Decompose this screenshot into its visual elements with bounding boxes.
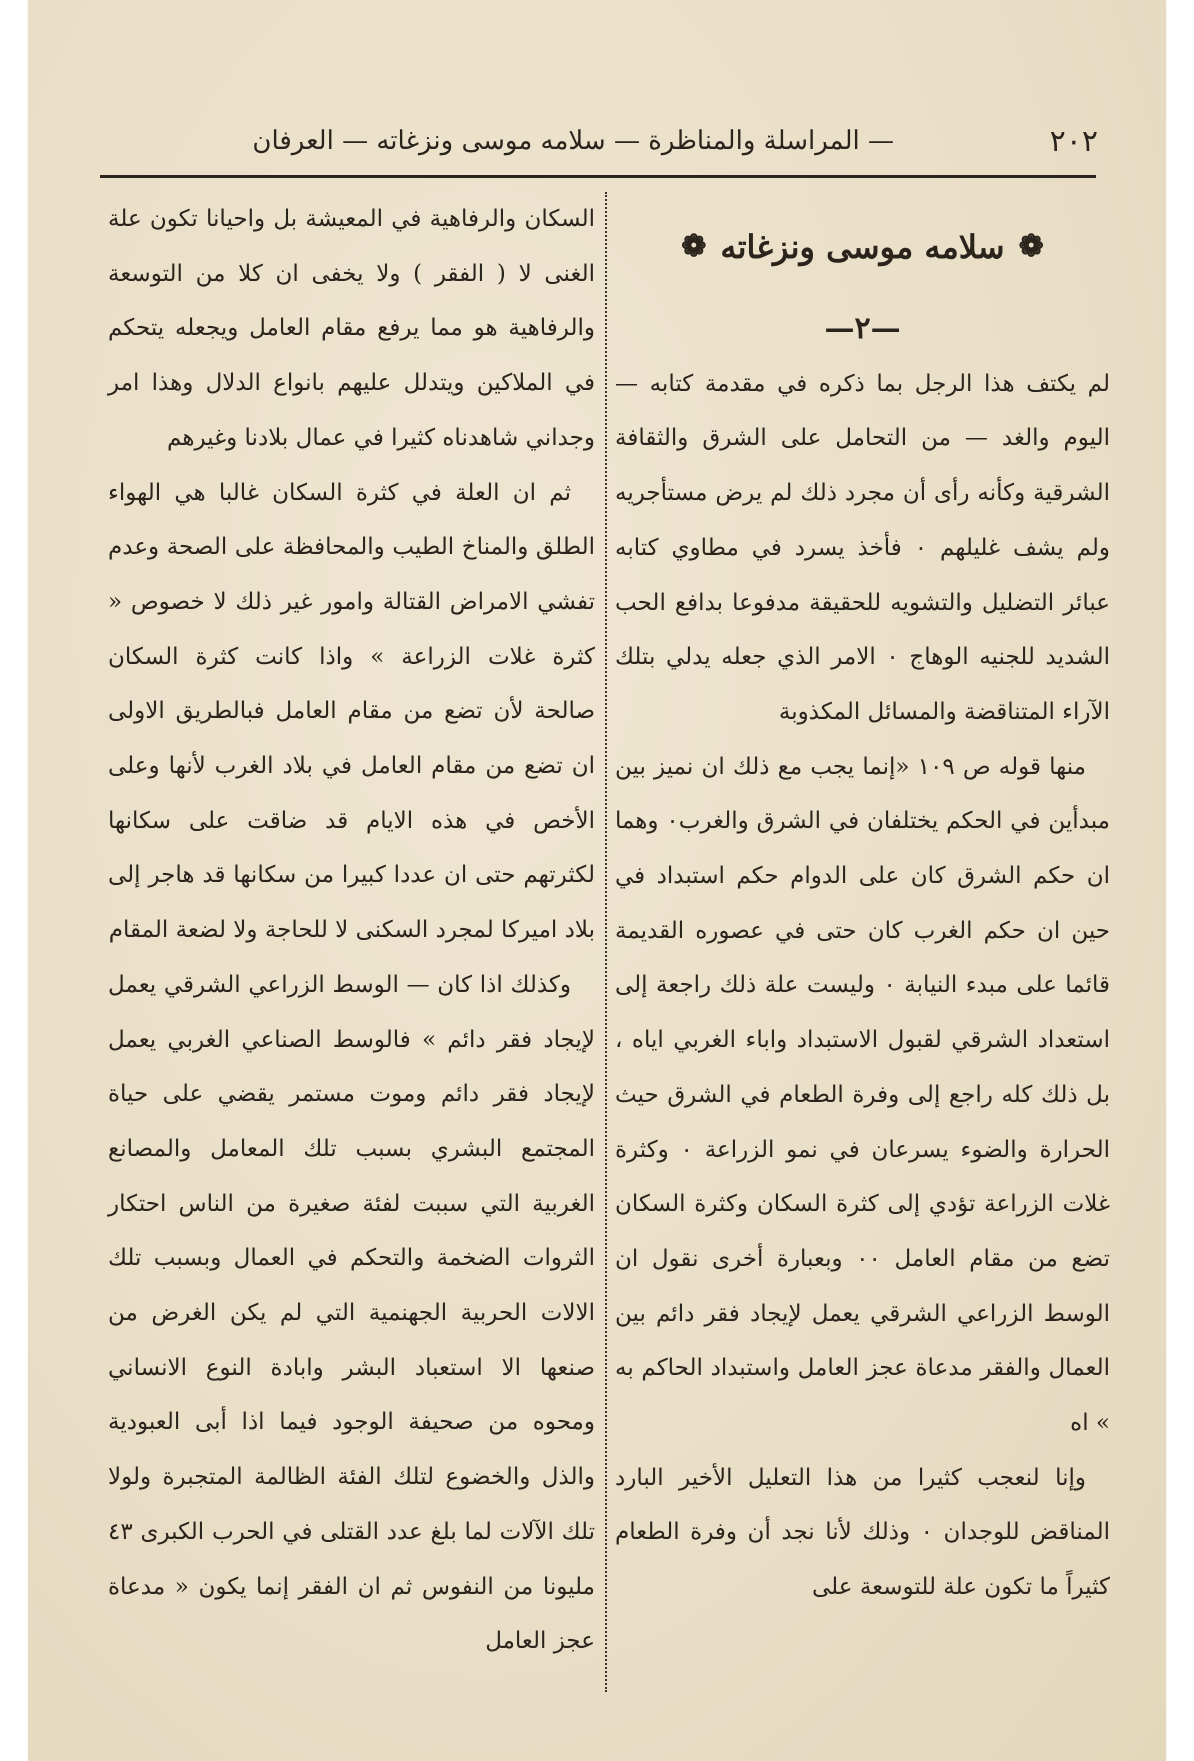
article-title-block (615, 192, 1110, 302)
article-title: سلامه موسى ونزغاته (720, 227, 1005, 266)
ornament-icon: ❁ (681, 229, 707, 264)
header-rule (100, 175, 1096, 178)
paragraph: السكان والرفاهية في المعيشة بل واحيانا تكون علة الغنى لا ( الفقر ) ولا يخفى ان كلا من التوسعة والرفاهية هو مما يرفع مقام العامل ويجعله يتحكم في الملاكين ويتدلل عليهم بانواع الدلال وهذا امر وجداني شاهدناه كثيرا في عمال بلادنا وغيرهم (108, 206, 595, 451)
part-number: —٢— (824, 311, 901, 346)
ornament-icon: ❁ (1018, 229, 1044, 264)
running-head: — المراسلة والمناظرة — سلامه موسى ونزغاته — العرفان (252, 126, 894, 156)
page-header (108, 120, 1104, 176)
paragraph: وإنا لنعجب كثيرا من هذا التعليل الأخير البارد المناقض للوجدان ٠ وذلك لأنا نجد أن وفرة الطعام كثيراً ما تكون علة للتوسعة على (615, 1464, 1110, 1601)
paragraph: لم يكتف هذا الرجل بما ذكره في مقدمة كتابه — اليوم والغد — من التحامل على الشرق والثقافة الشرقية وكأنه رأى أن مجرد ذلك لم يرض مستأجريه ولم يشف غليلهم ٠ فأخذ يسرد في مطاوي كتابه عبائر التضليل والتشويه للحقيقة مدفوعا بدافع الحب الشديد للجنيه الوهاج ٠ الامر الذي جعله يدلي بتلك الآراء المتناقضة والمسائل المكذوبة (615, 370, 1110, 725)
right-column (615, 192, 1110, 1615)
paragraph: منها قوله ص ١٠٩ «إنما يجب مع ذلك ان نميز بين مبدأين في الحكم يختلفان في الشرق والغرب٠ وهما ان حكم الشرق كان على الدوام حكم استبداد في حين ان حكم الغرب كان حتى في عصوره القديمة قائما على مبدء النيابة ٠ وليست علة ذلك راجعة إلى استعداد الشرقي لقبول الاستبداد واباء الغربي اياه ، بل ذلك كله راجع إلى وفرة الطعام في الشرق حيث الحرارة والضوء يسرعان في نمو الزراعة ٠ وكثرة غلات الزراعة تؤدي إلى كثرة السكان وكثرة السكان تضع من مقام العامل ٠٠ وبعبارة أخرى نقول ان الوسط الزراعي الشرقي يعمل لإيجاد فقر دائم بين العمال والفقر مدعاة عجز العامل واستبداد الحاكم به » اه (615, 753, 1110, 1437)
page-number: ٢٠٢ (1049, 124, 1098, 159)
left-column (108, 192, 595, 1669)
column-divider (605, 192, 607, 1692)
paragraph: ثم ان العلة في كثرة السكان غالبا هي الهواء الطلق والمناخ الطيب والمحافظة على الصحة وعدم تفشي الامراض القتالة وامور غير ذلك لا خصوص « كثرة غلات الزراعة » واذا كانت كثرة السكان صالحة لأن تضع من مقام العامل فبالطريق الاولى ان تضع من مقام العامل في بلاد الغرب لأنها وعلى الأخص في هذه الايام قد ضاقت على سكانها لكثرتهم حتى ان عددا كبيرا من سكانها قد هاجر إلى بلاد اميركا لمجرد السكنى لا للحاجة ولا لضعة المقام (108, 479, 595, 944)
paragraph: وكذلك اذا كان — الوسط الزراعي الشرقي يعمل لإيجاد فقر دائم » فالوسط الصناعي الغربي يعمل لإيجاد فقر دائم وموت مستمر يقضي على حياة المجتمع البشري بسبب تلك المعامل والمصانع الغربية التي سببت لفئة صغيرة من الناس احتكار الثروات الضخمة والتحكم في العمال وبسبب تلك الالات الحربية الجهنمية التي لم يكن الغرض من صنعها الا استعباد البشر وابادة النوع الانساني ومحوه من صحيفة الوجود فيما اذا أبى العبودية والذل والخضوع لتلك الفئة الظالمة المتجبرة ولولا تلك الآلات لما بلغ عدد القتلى في الحرب الكبرى ٤٣ مليونا من النفوس ثم ان الفقر إنما يكون « مدعاة عجز العامل (108, 971, 595, 1655)
